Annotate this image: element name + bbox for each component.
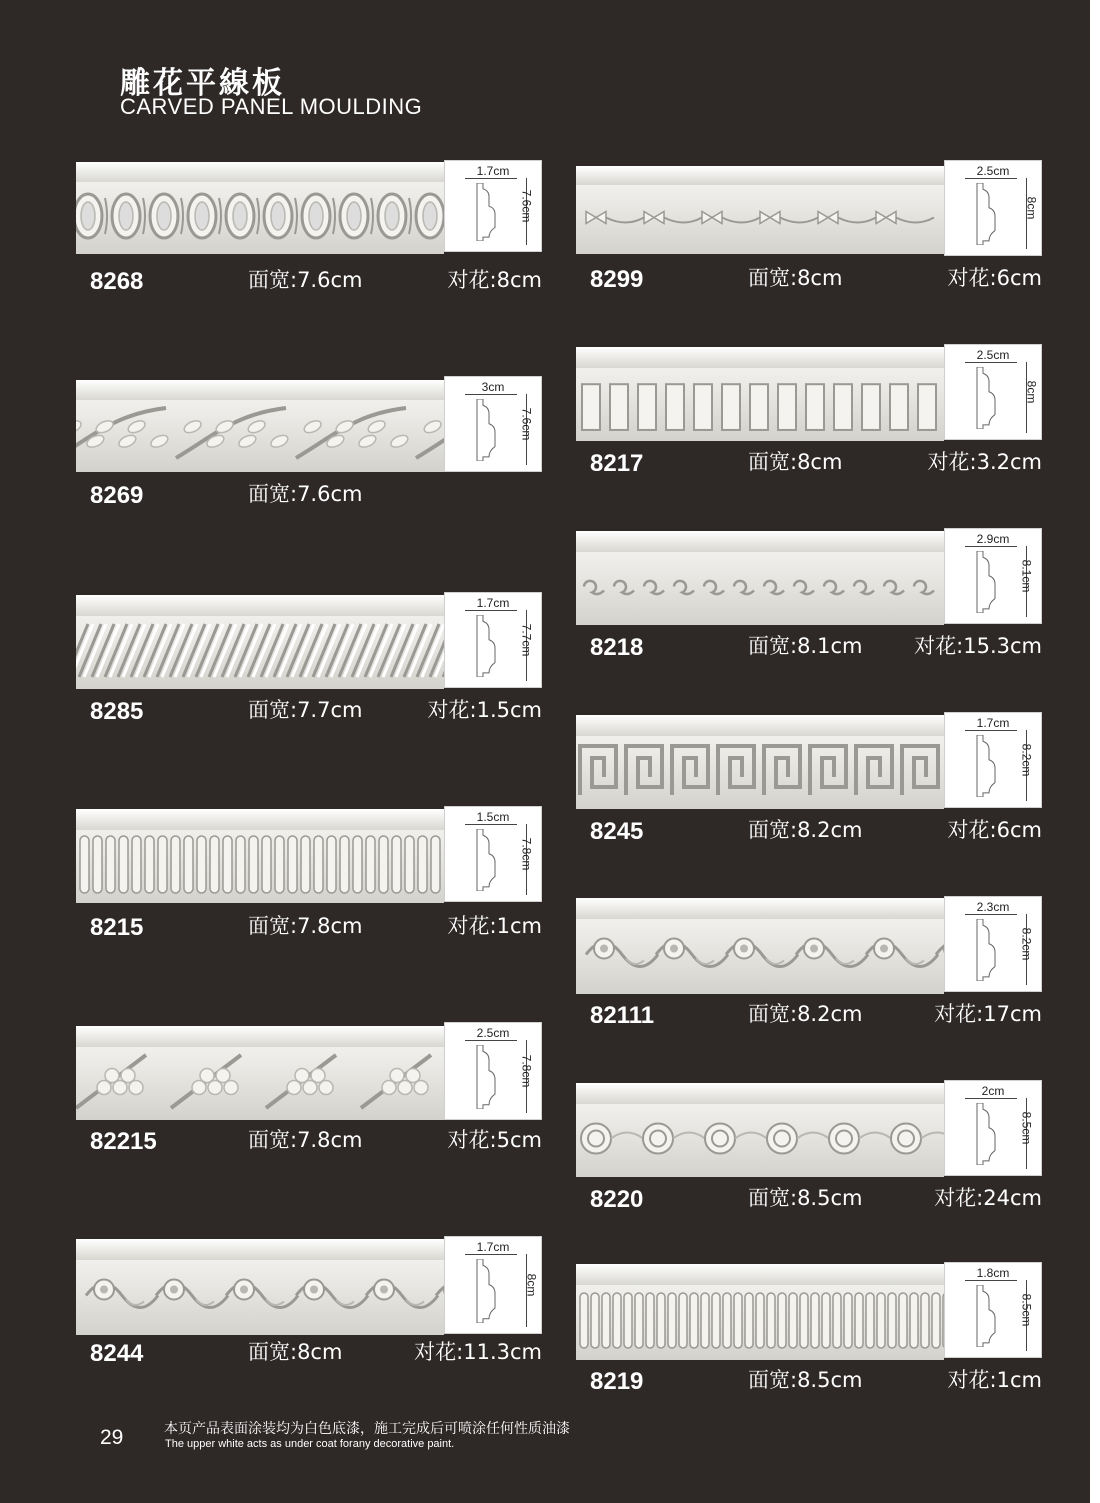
profile-diagram [944,528,1042,624]
product-code: 8215 [90,914,144,941]
profile-diagram [944,712,1042,808]
profile-width-label: 2cm [981,1084,1005,1098]
product-code: 8219 [590,1368,644,1395]
profile-diagram [444,1022,542,1120]
width-dimension-line [465,1040,517,1041]
pattern-repeat: 对花:5cm [447,1128,542,1152]
face-width: 面宽:8.5cm [748,1186,863,1210]
product-code: 82111 [590,1002,655,1029]
width-dimension-line [965,1098,1017,1099]
moulding-image [576,898,944,994]
width-dimension-line [465,610,517,611]
width-dimension-line [465,394,517,395]
moulding-image [576,531,944,625]
profile-height-label: 7.6cm [519,407,534,441]
width-dimension-line [965,1280,1017,1281]
product-code: 8268 [90,268,144,295]
product-code: 8217 [590,450,644,477]
width-dimension-line [965,546,1017,547]
profile-cross-section [475,399,497,461]
profile-width-label: 1.7cm [476,1240,510,1254]
page-title-en: CARVED PANEL MOULDING [120,94,423,119]
moulding-image [576,715,944,809]
profile-width-label: 2.5cm [976,164,1010,178]
pattern-repeat: 对花:6cm [947,818,1042,842]
pattern-repeat: 对花:1cm [947,1368,1042,1392]
width-dimension-line [465,824,517,825]
face-width: 面宽:7.8cm [248,1128,363,1152]
pattern-repeat: 对花:15.3cm [914,634,1042,658]
pattern-repeat: 对花:24cm [934,1186,1042,1210]
product-code: 8285 [90,698,144,725]
profile-cross-section [975,1103,997,1165]
width-dimension-line [965,914,1017,915]
moulding-image [76,380,444,472]
profile-diagram [944,1080,1042,1176]
page-number: 29 [100,1426,124,1449]
profile-width-label: 3cm [481,380,505,394]
profile-diagram [444,592,542,688]
pattern-repeat: 对花:6cm [947,266,1042,290]
profile-height-label: 8.5cm [1019,1293,1034,1327]
product-code: 8299 [590,266,644,293]
profile-diagram [944,344,1042,440]
face-width: 面宽:8cm [748,450,843,474]
width-dimension-line [965,178,1017,179]
profile-width-label: 1.7cm [476,164,510,178]
profile-diagram [944,1262,1042,1358]
profile-width-label: 2.5cm [976,348,1010,362]
profile-height-label: 8.1cm [1019,559,1034,593]
width-dimension-line [465,178,517,179]
pattern-repeat: 对花:1cm [447,914,542,938]
profile-diagram [444,1236,542,1334]
profile-width-label: 1.7cm [976,716,1010,730]
footer-note-cn: 本页产品表面涂装均为白色底漆，施工完成后可喷涂任何性质油漆 [164,1421,570,1437]
face-width: 面宽:8cm [748,266,843,290]
page-title-cn: 雕花平線板 [120,66,285,101]
product-code: 8245 [590,818,644,845]
profile-height-label: 7.7cm [519,623,534,657]
moulding-image [576,166,944,254]
moulding-image [576,1264,944,1360]
profile-width-label: 1.5cm [476,810,510,824]
page-edge [1090,0,1100,1503]
product-code: 82215 [90,1128,157,1155]
width-dimension-line [965,730,1017,731]
pattern-repeat: 对花:11.3cm [414,1340,542,1364]
face-width: 面宽:8.2cm [748,818,863,842]
footer-note-en: The upper white acts as under coat forany decorative paint. [165,1438,455,1450]
profile-width-label: 1.8cm [976,1266,1010,1280]
profile-cross-section [975,735,997,797]
profile-width-label: 2.5cm [476,1026,510,1040]
face-width: 面宽:8.5cm [748,1368,863,1392]
profile-height-label: 8cm [524,1273,539,1297]
width-dimension-line [465,1254,517,1255]
face-width: 面宽:7.7cm [248,698,363,722]
profile-diagram [444,806,542,902]
face-width: 面宽:8.1cm [748,634,863,658]
product-code: 8269 [90,482,144,509]
profile-cross-section [975,551,997,613]
profile-height-label: 8.5cm [1019,1111,1034,1145]
profile-cross-section [975,1285,997,1347]
pattern-repeat: 对花:1.5cm [427,698,542,722]
face-width: 面宽:8.2cm [748,1002,863,1026]
profile-width-label: 2.9cm [976,532,1010,546]
moulding-image [576,1083,944,1177]
profile-height-label: 7.8cm [519,837,534,871]
profile-diagram [944,896,1042,992]
moulding-image [576,347,944,441]
product-code: 8244 [90,1340,144,1367]
profile-height-label: 8cm [1024,196,1039,220]
profile-cross-section [975,183,997,245]
profile-height-label: 8cm [1024,380,1039,404]
profile-cross-section [475,829,497,891]
face-width: 面宽:7.6cm [248,268,363,292]
face-width: 面宽:7.6cm [248,482,363,506]
moulding-image [76,809,444,903]
profile-cross-section [475,615,497,677]
profile-cross-section [475,1259,497,1323]
profile-height-label: 7.8cm [519,1054,534,1088]
moulding-image [76,595,444,689]
profile-cross-section [475,1045,497,1109]
profile-height-label: 8.2cm [1019,927,1034,961]
product-code: 8218 [590,634,644,661]
profile-width-label: 2.3cm [976,900,1010,914]
profile-diagram [444,160,542,252]
profile-cross-section [975,919,997,981]
profile-diagram [944,160,1042,256]
profile-cross-section [475,183,497,241]
profile-cross-section [975,367,997,429]
face-width: 面宽:7.8cm [248,914,363,938]
width-dimension-line [965,362,1017,363]
moulding-image [76,1026,444,1120]
profile-diagram [444,376,542,472]
moulding-image [76,162,444,254]
face-width: 面宽:8cm [248,1340,343,1364]
moulding-image [76,1239,444,1335]
product-code: 8220 [590,1186,644,1213]
profile-height-label: 8.2cm [1019,743,1034,777]
profile-width-label: 1.7cm [476,596,510,610]
pattern-repeat: 对花:17cm [934,1002,1042,1026]
pattern-repeat: 对花:3.2cm [927,450,1042,474]
pattern-repeat: 对花:8cm [447,268,542,292]
profile-height-label: 7.6cm [519,189,534,223]
